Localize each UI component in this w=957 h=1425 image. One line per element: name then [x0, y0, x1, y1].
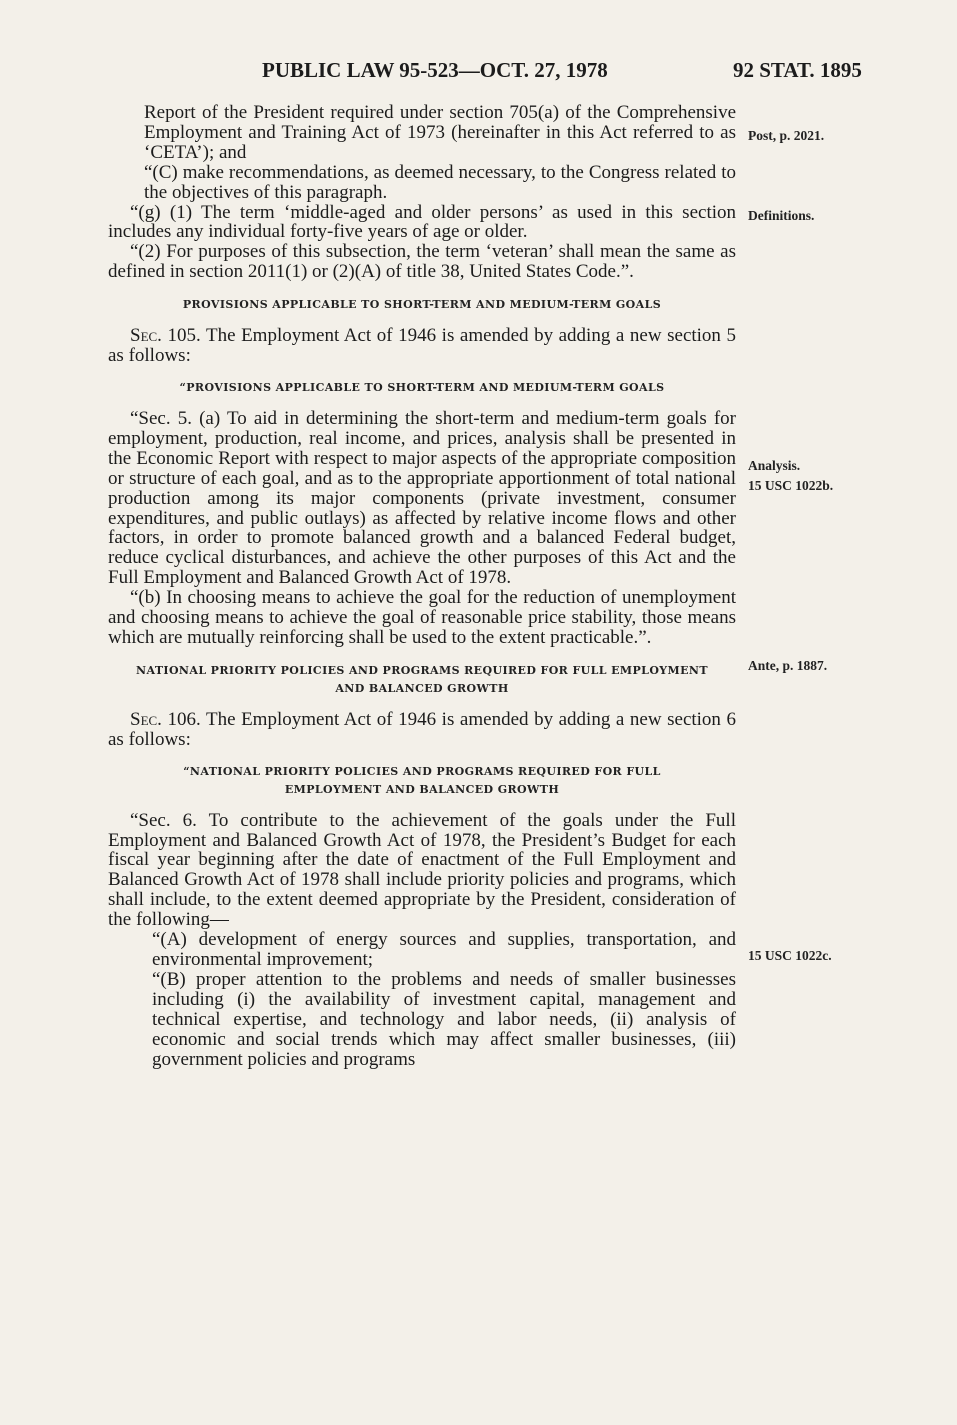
paragraph-c-recommendations: “(C) make recommendations, as deemed necessary, to the Congress related to the objectives of this paragraph.	[144, 161, 736, 203]
section-105-text: 105. The Employment Act of 1946 is amended by adding a new section 5 as follows:	[108, 325, 736, 367]
section-5b: “(b) In choosing means to achieve the goal for the reduction of unemployment and choosing means to achieve the goal of reasonable price stability, those means which are mutually reinforcing shall be used to the extent practicable.”.	[108, 587, 736, 648]
margin-note-post: Post, p. 2021.	[748, 128, 825, 143]
statute-page-number: 92 STAT. 1895	[733, 58, 862, 82]
section-heading-105: PROVISIONS APPLICABLE TO SHORT-TERM AND MEDIUM-TERM GOALS	[182, 298, 662, 312]
section-105	[108, 326, 736, 366]
section-6: “Sec. 6. To contribute to the achievement of the goals under the Full Employment and Balanced Growth Act of 1978, the President’s Budget for each fiscal year beginning after the date of enactment of the Full Employment and Balanced Growth Act of 1978 shall include priority policies and programs, which shall include, to the extent deemed appropriate by the President, consideration of the following—	[108, 809, 736, 931]
section-5a: “Sec. 5. (a) To aid in determining the short-term and medium-term goals for employment, production, real income, and prices, analysis shall be presented in the Economic Report with respect to major aspects of the appropriate composition or structure of each goal, and as to the appropriate apportionment of total national production among its major components (private investment, consumer expenditures, and public outlays) as affected by relative income flows and other factors, in order to promote balanced growth and a balanced Federal budget, reduce cyclical disturbances, and achieve the other purposes of this Act and the Full Employment and Balanced Growth Act of 1978.	[108, 407, 736, 589]
margin-note-definitions: Definitions.	[748, 208, 815, 223]
quoted-heading-section-5: “PROVISIONS APPLICABLE TO SHORT-TERM AND MEDIUM-TERM GOALS	[179, 380, 665, 394]
item-b-small-business: “(B) proper attention to the problems and needs of smaller businesses including (i) the availability of investment capital, management and technical expertise, and technology and labor needs, (ii) analysis of economic and social trends which may affect smaller businesses, (iii) government policies and programs	[152, 968, 736, 1070]
paragraph-2-veteran: “(2) For purposes of this subsection, the term ‘veteran’ shall mean the same as defined in section 2011(1) or (2)(A) of title 38, United States Code.”.	[108, 241, 736, 283]
paragraph-ceta-report: Report of the President required under section 705(a) of the Comprehensive Employment and Training Act of 1973 (hereinafter in this Act referred to as ‘CETA’); and	[144, 102, 736, 163]
margin-note-analysis: Analysis.	[748, 458, 801, 473]
margin-note-15-usc-1022c: 15 USC 1022c.	[748, 948, 832, 963]
quoted-heading-section-6: “NATIONAL PRIORITY POLICIES AND PROGRAMS REQUIRED FOR FULL EMPLOYMENT AND BALANCED GROWTH	[183, 764, 661, 796]
section-106	[108, 710, 736, 750]
section-106-text: 106. The Employment Act of 1946 is amended by adding a new section 6 as follows:	[108, 708, 736, 750]
margin-note-15-usc-1022b: 15 USC 1022b.	[748, 478, 834, 493]
item-a-energy: “(A) development of energy sources and supplies, transportation, and environmental improvement;	[152, 929, 736, 970]
margin-note-ante: Ante, p. 1887.	[748, 658, 828, 673]
section-label: Sec.	[130, 708, 162, 730]
section-heading-106: NATIONAL PRIORITY POLICIES AND PROGRAMS REQUIRED FOR FULL EMPLOYMENT AND BALANCED GROWTH	[136, 663, 708, 695]
paragraph-g1-definition: “(g) (1) The term ‘middle-aged and older persons’ as used in this section includes any individual forty-five years of age or older.	[108, 201, 736, 243]
body-text	[108, 103, 736, 1069]
running-head-title: PUBLIC LAW 95-523—OCT. 27, 1978	[262, 58, 608, 82]
section-label: Sec.	[130, 325, 162, 347]
